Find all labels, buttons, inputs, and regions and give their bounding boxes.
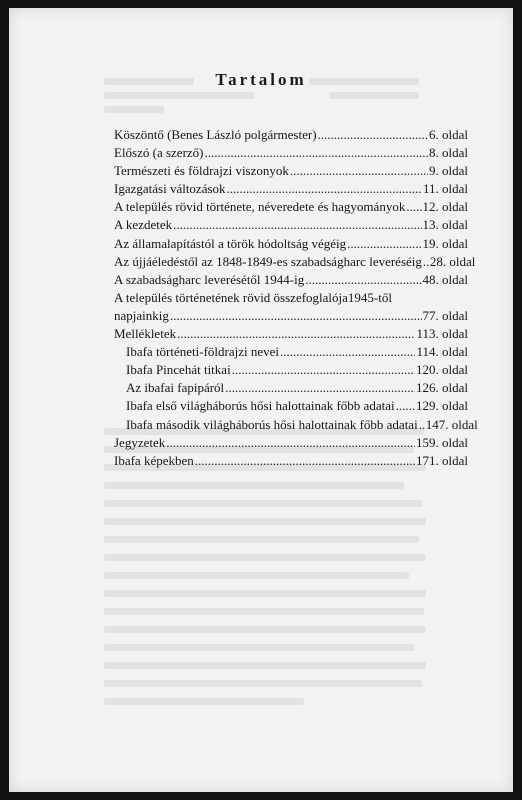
toc-entry xyxy=(114,199,468,217)
toc-entry-page: 8. oldal xyxy=(429,145,468,161)
toc-entry-title: Ibafa első világháborús hősi halottainak főbb adatai xyxy=(126,398,395,414)
dot-leader xyxy=(347,236,421,252)
toc-entry-title: Jegyzetek xyxy=(114,434,166,450)
dot-leader xyxy=(419,417,425,433)
toc-entry-page: 13. oldal xyxy=(422,217,468,233)
toc-entry-page: 9. oldal xyxy=(429,163,468,179)
toc-entry-title: A település történetének rövid összefoglalója1945-től xyxy=(114,289,392,305)
toc-subentry xyxy=(114,398,468,416)
dot-leader xyxy=(318,127,428,143)
toc-entry-page: 114. oldal xyxy=(416,344,468,360)
dot-leader xyxy=(166,435,415,451)
dot-leader xyxy=(225,380,415,396)
toc-entry-title: Ibafa Pincehát titkai xyxy=(126,362,231,378)
toc-entry-page: 126. oldal xyxy=(416,380,468,396)
toc-entry xyxy=(114,253,476,272)
toc-subentry xyxy=(114,416,478,435)
table-of-contents xyxy=(114,127,478,471)
toc-entry-title: A szabadságharc leverésétől 1944-ig xyxy=(114,271,305,287)
toc-entry-page: 120. oldal xyxy=(416,362,468,378)
toc-entry-title: Az újjáéledéstől az 1848-1849-es szabadságharc leveréséig xyxy=(114,253,422,269)
toc-entry-page: 159. oldal xyxy=(416,434,468,450)
dot-leader xyxy=(173,217,421,233)
toc-entry-page: 12. oldal xyxy=(422,199,468,215)
toc-entry-page: 11. oldal xyxy=(422,181,468,197)
toc-entry-page: 147. oldal xyxy=(425,416,478,432)
toc-entry-title: Az államalapítástól a török hódoltság végéig xyxy=(114,235,347,251)
toc-entry-title: Ibafa képekben xyxy=(114,452,194,468)
dot-leader xyxy=(406,199,421,215)
toc-entry xyxy=(114,326,468,344)
toc-entry-title: Ibafa történeti-földrajzi nevei xyxy=(126,344,280,360)
dot-leader xyxy=(205,145,428,161)
toc-entry-title: Ibafa második világháborús hősi halottainak főbb adatai xyxy=(126,416,418,432)
dot-leader xyxy=(280,344,415,360)
book-page xyxy=(9,8,513,792)
toc-entry-title-continued: napjainkig xyxy=(114,307,169,323)
toc-entry xyxy=(114,217,468,235)
page-title: Tartalom xyxy=(215,70,307,89)
toc-entry-title: Köszöntő (Benes László polgármester) xyxy=(114,127,317,142)
toc-subentry xyxy=(114,380,468,398)
toc-entry-page: 19. oldal xyxy=(422,235,468,251)
dot-leader xyxy=(170,308,422,324)
toc-entry-page: 171. oldal xyxy=(416,452,468,468)
dot-leader xyxy=(227,181,422,197)
dot-leader xyxy=(290,163,428,179)
toc-entry xyxy=(114,453,468,471)
toc-entry-page: 113. oldal xyxy=(416,326,468,342)
toc-entry-title: Természeti és földrajzi viszonyok xyxy=(114,163,289,179)
toc-entry-first-line xyxy=(114,290,468,308)
toc-entry xyxy=(114,145,468,163)
toc-entry xyxy=(114,163,468,181)
dot-leader xyxy=(177,326,415,342)
toc-entry xyxy=(114,272,468,290)
toc-entry xyxy=(114,181,468,199)
dot-leader xyxy=(305,272,421,288)
toc-entry xyxy=(114,236,468,254)
toc-entry-title: Igazgatási változások xyxy=(114,181,226,197)
toc-entry-title: A település rövid története, néveredete és hagyományok xyxy=(114,199,406,215)
toc-entry-page: 129. oldal xyxy=(416,398,468,414)
toc-entry-page: 77. oldal xyxy=(422,307,468,323)
toc-entry-page: 6. oldal xyxy=(429,127,468,142)
dot-leader xyxy=(232,362,415,378)
toc-entry-page: 48. oldal xyxy=(422,271,468,287)
dot-leader xyxy=(423,254,429,270)
toc-entry xyxy=(114,308,468,326)
toc-subentry xyxy=(114,362,468,380)
dot-leader xyxy=(396,398,415,414)
toc-entry-title: A kezdetek xyxy=(114,217,173,233)
toc-entry-title: Az ibafai fapipáról xyxy=(126,380,225,396)
toc-subentry xyxy=(114,344,468,362)
toc-entry xyxy=(114,127,468,145)
toc-entry-page: 28. oldal xyxy=(429,253,476,269)
toc-entry-title: Előszó (a szerző) xyxy=(114,145,204,161)
dot-leader xyxy=(195,453,415,469)
toc-entry-title: Mellékletek xyxy=(114,326,177,342)
toc-entry xyxy=(114,435,468,453)
